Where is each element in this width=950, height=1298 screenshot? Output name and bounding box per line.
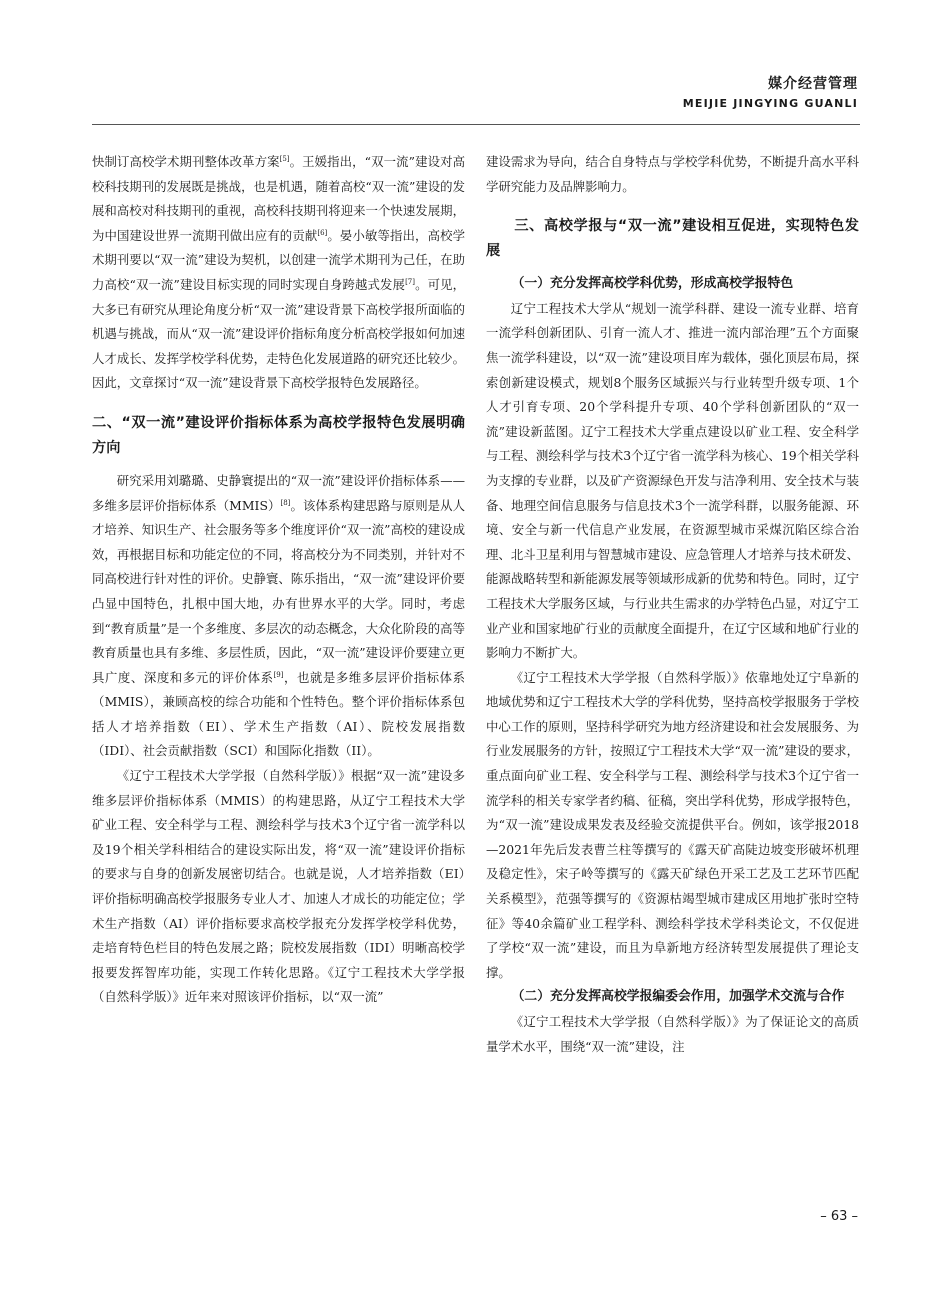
text-run: ，也就是多维多层评价指标体系（MMIS），兼顾高校的综合功能和个性特色。整个评价指标体系包括人才培养指数（EI）、学术生产指数（AI）、院校发展指数（IDI）、社会贡献指数（SCI）和国际化指数（II）。: [92, 669, 466, 759]
citation-ref: [8]: [280, 498, 291, 507]
header-rule: [92, 124, 860, 125]
journal-header: [683, 74, 858, 111]
intro-paragraph: [92, 150, 465, 396]
journal-title-en: MEIJIE JINGYING GUANLI: [682, 97, 858, 110]
text-run: 。该体系构建思路与原则是从人才培养、知识生产、社会服务等多个维度评价“双一流”高校的建设成效，再根据目标和功能定位的不同，将高校分为不同类别，并针对不同高校进行针对性的评价。史静寰、陈乐指出，“双一流”建设评价要凸显中国特色，扎根中国大地，办有世界水平的大学。同时，考虑到“教育质量”是一个多维度、多层次的动态概念，大众化阶段的高等教育质量也具有多维、多层性质，因此，“双一流”建设评价要建立更具广度、深度和多元的评价体系: [92, 497, 465, 685]
section-heading-2: 二、“双一流”建设评价指标体系为高校学报特色发展明确方向: [92, 414, 465, 456]
journal-title-cn: 媒介经营管理: [768, 76, 858, 92]
body-paragraph: 《辽宁工程技术大学学报（自然科学版）》为了保证论文的高质量学术水平，围绕“双一流”建设，注: [486, 1014, 859, 1054]
body-paragraph: 建设需求为导向，结合自身特点与学校学科优势，不断提升高水平科学研究能力及品牌影响力。: [486, 154, 859, 194]
body-paragraph: 《辽宁工程技术大学学报（自然科学版）》依靠地处辽宁阜新的地域优势和辽宁工程技术大学的学科优势，坚持高校学报服务于学校中心工作的原则，坚持科学研究为地方经济建设和社会发展服务、为行业发展服务的方针，按照辽宁工程技术大学“双一流”建设的要求，重点面向矿业工程、安全科学与工程、测绘科学与技术3个辽宁省一流学科的相关专家学者约稿、征稿，突出学科优势，形成学报特色，为“双一流”建设成果发表及经验交流提供平台。例如，该学报2018—2021年先后发表曹兰柱等撰写的《露天矿高陡边坡变形破坏机理及稳定性》，宋子岭等撰写的《露天矿绿色开采工艺及工艺环节匹配关系模型》，范强等撰写的《资源枯竭型城市建成区用地扩张时空特征》等40余篇矿业工程学科、测绘科学技术学科类论文，不仅促进了学校“双一流”建设，而且为阜新地方经济转型发展提供了理论支撑。: [486, 669, 859, 980]
text-run: 。王媛指出，“双一流”建设对高校科技期刊的发展既是挑战，也是机遇，随着高校“双一流”建设的发展和高校对科技期刊的重视，高校科技期刊将迎来一个快速发展期，为中国建设世界一流期刊做出应有的贡献: [92, 154, 465, 243]
subsection-heading-2: （二）充分发挥高校学报编委会作用，加强学术交流与合作: [511, 989, 845, 1005]
citation-ref: [6]: [317, 228, 328, 237]
text-run: 研究采用刘璐璐、史静寰提出的“双一流”建设评价指标体系——多维多层评价指标体系（MMIS）: [92, 472, 465, 513]
body-paragraph: [92, 469, 465, 764]
citation-ref: [5]: [279, 154, 290, 163]
left-column: [92, 150, 465, 1010]
text-run: 。可见，大多已有研究从理论角度分析“双一流”建设背景下高校学报所面临的机遇与挑战，而从“双一流”建设评价指标角度分析高校学报如何加速人才成长、发挥学校学科优势，走特色化发展道路的研究还比较少。因此，文章探讨“双一流”建设背景下高校学报特色发展路径。: [92, 276, 466, 391]
body-paragraph: 辽宁工程技术大学从“规划一流学科群、建设一流专业群、培育一流学科创新团队、引育一流人才、推进一流内部治理”五个方面聚焦一流学科建设，以“双一流”建设项目库为载体，强化顶层布局，探索创新建设模式，规划8个服务区域振兴与行业转型升级专项、1个人才引育专项、20个学科提升专项、40个学科创新团队的“双一流”建设新蓝图。辽宁工程技术大学重点建设以矿业工程、安全科学与工程、测绘科学与技术3个辽宁省一流学科为核心、19个相关学科为支撑的专业群，以及矿产资源绿色开发与洁净利用、安全技术与装备、地理空间信息服务与信息技术3个一流学科群，以服务能源、环境、安全与新一代信息产业发展，在资源型城市采煤沉陷区综合治理、北斗卫星利用与智慧城市建设、应急管理人才培养与技术研发、能源战略转型和新能源发展等领域形成新的优势和特色。同时，辽宁工程技术大学服务区域，与行业共生需求的办学特色凸显，对辽宁工业产业和国家地矿行业的贡献度全面提升，在辽宁区域和地矿行业的影响力不断扩大。: [486, 300, 859, 661]
text-run: 快制订高校学术期刊整体改革方案: [92, 154, 280, 169]
body-paragraph: 《辽宁工程技术大学学报（自然科学版）》根据“双一流”建设多维多层评价指标体系（MMIS）的构建思路，从辽宁工程技术大学矿业工程、安全科学与工程、测绘科学与技术3个辽宁省一流学科以及19个相关学科相结合的建设实际出发，将“双一流”建设评价指标的要求与自身的创新发展密切结合。也就是说，人才培养指数（EI）评价指标明确高校学报服务专业人才、加速人才成长的功能定位；学术生产指数（AI）评价指标要求高校学报充分发挥学校学科优势，走培育特色栏目的特色发展之路；院校发展指数（IDI）明晰高校学报要发挥智库功能，实现工作转化思路。《辽宁工程技术大学学报（自然科学版）》近年来对照该评价指标，以“双一流”: [92, 768, 465, 1005]
subsection-heading-1: （一）充分发挥高校学科优势，形成高校学报特色: [511, 276, 794, 292]
right-column: [486, 150, 859, 1059]
section-heading-3: 三、高校学报与“双一流”建设相互促进，实现特色发展: [486, 218, 859, 260]
text-run: 。晏小敏等指出，高校学术期刊要以“双一流”建设为契机，以创建一流学术期刊为己任，在助力高校“双一流”建设目标实现的同时实现自身跨越式发展: [92, 227, 466, 292]
citation-ref: [7]: [405, 277, 415, 286]
page-number: – 63 –: [820, 1209, 858, 1224]
citation-ref: [9]: [273, 670, 284, 679]
